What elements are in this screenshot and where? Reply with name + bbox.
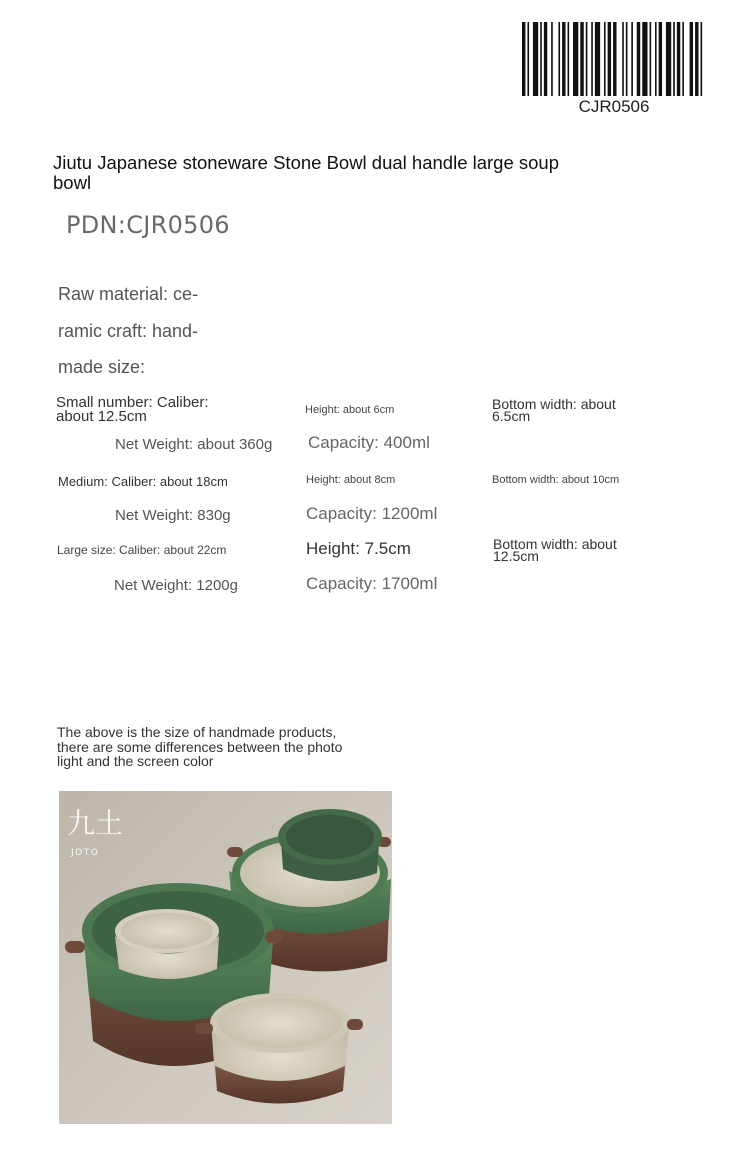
barcode-bar	[682, 22, 684, 96]
barcode-icon	[522, 22, 706, 96]
barcode-bar	[695, 22, 698, 96]
barcode-bar	[655, 22, 657, 96]
medium-caliber: Medium: Caliber: about 18cm	[58, 474, 228, 489]
barcode-bar	[650, 22, 652, 96]
barcode-bar	[631, 22, 633, 96]
brand-logo-text: JOTO	[71, 848, 100, 858]
barcode-bar	[540, 22, 542, 96]
barcode-bar	[586, 22, 588, 96]
medium-bottom-width: Bottom width: about 10cm	[492, 474, 620, 486]
barcode-bar	[533, 22, 538, 96]
barcode-bar	[604, 22, 606, 96]
barcode-bar	[677, 22, 680, 96]
barcode-bar	[527, 22, 529, 96]
barcode-bar	[591, 22, 593, 96]
barcode-bar	[580, 22, 583, 96]
product-photo	[59, 791, 392, 1124]
barcode-bar	[659, 22, 662, 96]
barcode-bar	[573, 22, 578, 96]
handmade-note: The above is the size of handmade products, there are some differences between the photo light and the screen color	[57, 724, 343, 769]
raw-material-line-2: ramic craft: hand-	[58, 321, 199, 341]
barcode-bar	[551, 22, 553, 96]
barcode-bar	[608, 22, 611, 96]
barcode-bar	[558, 22, 560, 96]
medium-height: Height: about 8cm	[306, 474, 396, 486]
large-net-weight: Net Weight: 1200g	[114, 577, 238, 594]
barcode-bars	[522, 22, 706, 96]
barcode-bar	[673, 22, 675, 96]
large-height: Height: 7.5cm	[306, 539, 411, 558]
barcode-bar	[690, 22, 693, 96]
bowls-illustration	[59, 791, 392, 1124]
barcode-bar	[613, 22, 616, 96]
barcode-bar	[595, 22, 600, 96]
barcode-bar	[642, 22, 647, 96]
medium-net-weight: Net Weight: 830g	[115, 507, 231, 524]
barcode-bar	[562, 22, 565, 96]
barcode-bar	[701, 22, 703, 96]
barcode-bar	[568, 22, 570, 96]
product-code: PDN:CJR0506	[66, 211, 230, 239]
product-title: Jiutu Japanese stoneware Stone Bowl dual handle large soup bowl	[53, 152, 560, 193]
barcode-number: CJR0506	[578, 97, 650, 116]
barcode-bar	[622, 22, 624, 96]
raw-material-line-1: Raw material: ce-	[58, 284, 199, 304]
large-capacity: Capacity: 1700ml	[306, 574, 438, 593]
barcode-bar	[637, 22, 640, 96]
small-height: Height: about 6cm	[305, 404, 395, 416]
barcode-bar	[666, 22, 671, 96]
raw-material-line-3: made size:	[58, 357, 146, 377]
barcode-bar	[544, 22, 547, 96]
small-net-weight: Net Weight: about 360g	[115, 436, 273, 453]
medium-capacity: Capacity: 1200ml	[306, 504, 438, 523]
barcode-bar	[626, 22, 628, 96]
brand-logo-glyph: 九土	[67, 807, 124, 840]
small-bowl	[195, 993, 363, 1104]
large-bottom-width: Bottom width: about 12.5cm	[493, 536, 617, 564]
barcode-bar	[522, 22, 525, 96]
small-bottom-width: Bottom width: about 6.5cm	[492, 396, 616, 424]
small-capacity: Capacity: 400ml	[308, 433, 430, 452]
small-caliber: Small number: Caliber: about 12.5cm	[56, 394, 209, 425]
large-caliber: Large size: Caliber: about 22cm	[57, 543, 227, 557]
